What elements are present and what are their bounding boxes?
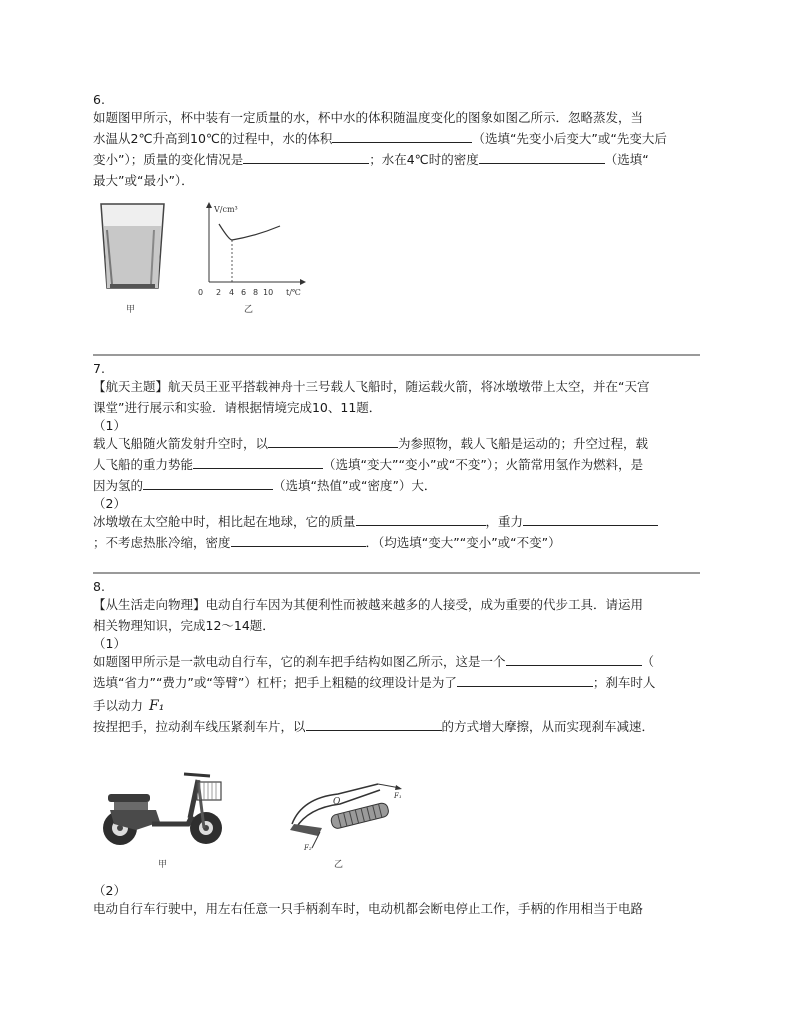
answer-blank-mass[interactable] bbox=[243, 149, 369, 164]
q7-text: 冰墩墩在太空舱中时，相比起在地球，它的质量 bbox=[93, 514, 356, 529]
q6-line-4: 最大”或“最小”）． bbox=[93, 173, 194, 188]
graph-tick-4: 4 bbox=[229, 288, 235, 297]
q6-text: 变小”）；质量的变化情况是 bbox=[93, 152, 244, 167]
q7-line-7 bbox=[93, 532, 708, 553]
q6-text: （选填“ bbox=[604, 152, 649, 167]
q7-line-4 bbox=[93, 454, 708, 475]
q7-text: 因为氢的 bbox=[93, 478, 144, 493]
answer-blank-friction-method[interactable] bbox=[306, 716, 442, 731]
q8-text: ；刹车时人 bbox=[592, 675, 656, 690]
q7-line-2: 课堂”进行展示和实验．请根据情境完成10、11题． bbox=[93, 400, 382, 415]
q6-line-2 bbox=[93, 128, 708, 149]
answer-blank-density-space[interactable] bbox=[231, 532, 366, 547]
q6-line-1: 如题图甲所示，杯中装有一定质量的水，杯中水的体积随温度变化的图象如图乙所示．忽略蒸发，当 bbox=[93, 110, 644, 125]
q7-sub-1: （1） bbox=[93, 418, 126, 433]
q8-number: 8. bbox=[93, 579, 105, 594]
q6-line-3 bbox=[93, 149, 708, 170]
q8-line-7: 电动自行车行驶中，用左右任意一只手柄刹车时，电动机都会断电停止工作，手柄的作用相当于电路 bbox=[93, 901, 644, 916]
q7-text: 人飞船的重力势能 bbox=[93, 457, 194, 472]
answer-blank-reference[interactable] bbox=[268, 433, 398, 448]
force-symbol-f1: F₁ bbox=[149, 698, 165, 714]
graph-tick-6: 6 bbox=[241, 288, 247, 297]
q6-number: 6. bbox=[93, 92, 105, 107]
q8-line-3 bbox=[93, 651, 708, 672]
graph-xlabel: t/℃ bbox=[286, 288, 301, 297]
q8-figure-caption-right: 乙 bbox=[334, 860, 344, 870]
answer-blank-mass-space[interactable] bbox=[356, 511, 486, 526]
graph-tick-0: 0 bbox=[198, 288, 204, 297]
q8-text: 如题图甲所示是一款电动自行车，它的刹车把手结构如图乙所示，这是一个 bbox=[93, 654, 506, 669]
section-divider bbox=[93, 354, 700, 356]
q6-text: ；水在4℃时的密度 bbox=[369, 152, 479, 167]
graph-tick-2: 2 bbox=[216, 288, 222, 297]
q8-sub-2: （2） bbox=[93, 883, 126, 898]
q8-line-4 bbox=[93, 672, 708, 693]
q8-line-1: 【从生活走向物理】电动自行车因为其便利性而被越来越多的人接受，成为重要的代步工具．请运用 bbox=[93, 597, 644, 612]
graph-tick-10: 10 bbox=[263, 288, 274, 297]
force-label-f1: F₁ bbox=[394, 792, 402, 800]
q8-text: 选填“省力”“费力”或“等臂”）杠杆；把手上粗糙的纹理设计是为了 bbox=[93, 675, 457, 690]
answer-blank-volume[interactable] bbox=[332, 128, 472, 143]
fulcrum-label-o: O bbox=[333, 797, 341, 807]
graph-tick-8: 8 bbox=[253, 288, 259, 297]
volume-temperature-graph bbox=[196, 200, 308, 298]
q7-text: ．（均选填“变大”“变小”或“不变”） bbox=[365, 535, 561, 550]
q8-text: 手以动力 bbox=[93, 698, 144, 713]
q6-figure-caption-right: 乙 bbox=[244, 305, 254, 315]
q7-line-3 bbox=[93, 433, 708, 454]
graph-ylabel: V/cm³ bbox=[214, 205, 238, 214]
q8-figure-caption-left: 甲 bbox=[158, 860, 168, 870]
section-divider bbox=[93, 572, 700, 574]
answer-blank-gravity[interactable] bbox=[523, 511, 658, 526]
electric-bicycle-figure bbox=[96, 766, 231, 854]
q8-line-6 bbox=[93, 716, 708, 737]
answer-blank-density[interactable] bbox=[479, 149, 605, 164]
q6-text: （选填“先变小后变大”或“先变大后 bbox=[472, 131, 667, 146]
q7-text: 为参照物，载人飞船是运动的；升空过程，载 bbox=[398, 436, 649, 451]
glass-figure bbox=[96, 200, 171, 295]
force-label-f2: F₂ bbox=[304, 844, 312, 852]
q6-text: 水温从2℃升高到10℃的过程中，水的体积 bbox=[93, 131, 333, 146]
q8-text: （ bbox=[641, 654, 655, 669]
answer-blank-potential-energy[interactable] bbox=[193, 454, 323, 469]
q7-text: （选填“热值”或“密度”）大． bbox=[273, 478, 437, 493]
q7-sub-2: （2） bbox=[93, 496, 126, 511]
q8-sub-1: （1） bbox=[93, 636, 126, 651]
q7-number: 7. bbox=[93, 361, 105, 376]
q8-line-5 bbox=[93, 695, 708, 717]
answer-blank-texture-purpose[interactable] bbox=[457, 672, 593, 687]
answer-blank-lever-type[interactable] bbox=[506, 651, 642, 666]
answer-blank-hydrogen[interactable] bbox=[143, 475, 273, 490]
q7-text: ；不考虑热胀冷缩，密度 bbox=[93, 535, 231, 550]
q7-line-1: 【航天主题】航天员王亚平搭载神舟十三号载人飞船时，随运载火箭，将冰墩墩带上太空，并在“天宫 bbox=[93, 379, 650, 394]
q7-line-6 bbox=[93, 511, 708, 532]
q7-text: （选填“变大”“变小”或“不变”）；火箭常用氢作为燃料，是 bbox=[323, 457, 644, 472]
q8-text: 的方式增大摩擦，从而实现刹车减速． bbox=[441, 719, 655, 734]
q6-figure-caption-left: 甲 bbox=[126, 305, 136, 315]
q7-text: ，重力 bbox=[485, 514, 524, 529]
q7-text: 载人飞船随火箭发射升空时，以 bbox=[93, 436, 269, 451]
q8-line-2: 相关物理知识，完成12～14题． bbox=[93, 618, 275, 633]
q8-text: 按捏把手，拉动刹车线压紧刹车片，以 bbox=[93, 719, 306, 734]
brake-handle-figure bbox=[282, 776, 412, 854]
